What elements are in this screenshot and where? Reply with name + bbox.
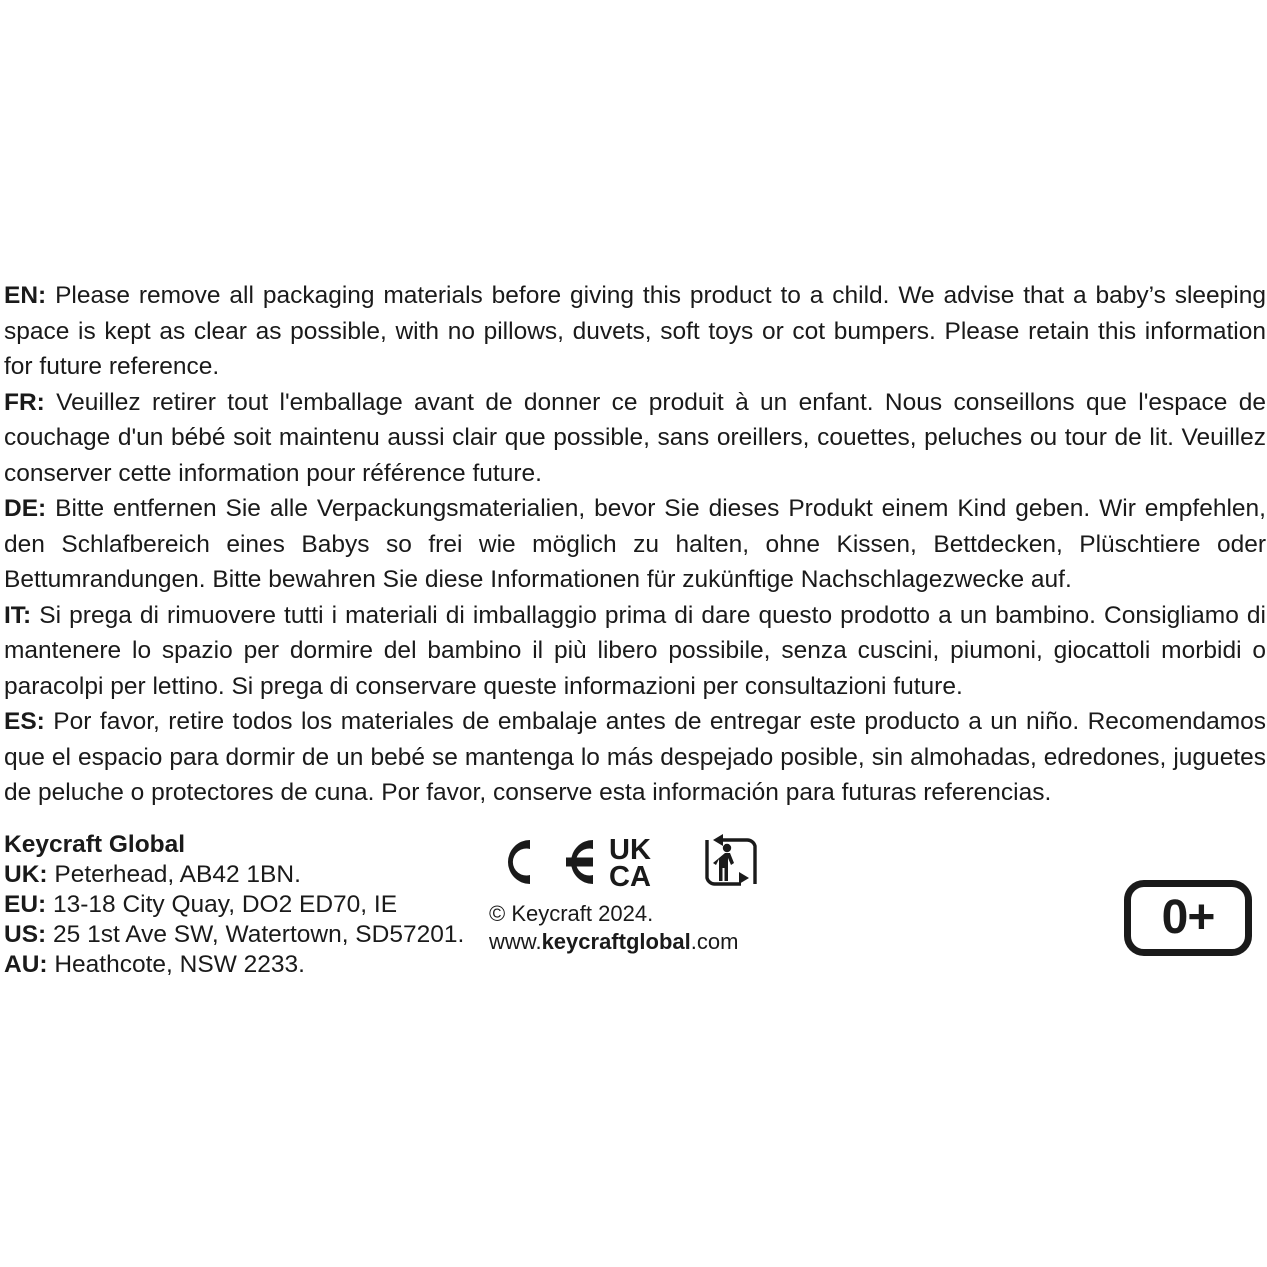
website-prefix: www. [489, 929, 542, 954]
compliance-marks [489, 834, 789, 956]
svg-text:CA: CA [609, 861, 651, 890]
safety-notice-text-es: Por favor, retire todos los materiales de embalaje antes de entregar este producto a un niño. Recomendamos que el espacio para dormir de un bebé se mantenga lo más despejado posible, sin almohadas, edredones, juguetes de peluche o protectores de cuna. Por favor, conserve esta información para futuras referencias. [4, 708, 1266, 806]
marks-row [489, 834, 789, 890]
safety-notice-it [4, 598, 1266, 705]
age-rating-label: 0+ [1161, 891, 1215, 944]
language-code-fr: FR: [4, 388, 45, 416]
safety-notice-text-de: Bitte entfernen Sie alle Verpackungsmaterialien, bevor Sie dieses Produkt einem Kind geben. Wir empfehlen, den Schlafbereich eines Babys so frei wie möglich zu halten, ohne Kissen, Bettdecken, Plüschtiere oder Bettumrandungen. Bitte bewahren Sie diese Informationen für zukünftige Nachschlagezwecke auf. [4, 495, 1266, 593]
safety-notice-fr [4, 385, 1266, 492]
address-label-eu: EU: [4, 891, 47, 918]
ce-mark-icon [489, 834, 599, 890]
language-code-es: ES: [4, 708, 45, 735]
safety-notices [4, 278, 1266, 811]
address-value-us: 25 1st Ave SW, Watertown, SD57201. [46, 921, 465, 948]
website-suffix: .com [690, 929, 739, 954]
tidyman-icon [701, 834, 761, 890]
address-uk [4, 860, 464, 890]
footer [4, 830, 1266, 1000]
copyright-text: © Keycraft 2024. [489, 901, 654, 926]
address-us [4, 920, 464, 950]
address-label-uk: UK: [4, 861, 48, 888]
ukca-mark-icon [609, 834, 687, 890]
safety-notice-text-fr: Veuillez retirer tout l'emballage avant de donner ce produit à un enfant. Nous conseillons que l'espace de couchage d'un bébé soit maintenu aussi clair que possible, sans oreillers, couettes, peluches ou tour de lit. Veuillez conserver cette information pour référence future. [4, 388, 1266, 487]
address-label-us: US: [4, 921, 47, 948]
company-addresses [4, 830, 464, 980]
language-code-de: DE: [4, 495, 47, 522]
address-value-eu: 13-18 City Quay, DO2 ED70, IE [46, 891, 398, 918]
address-value-au: Heathcote, NSW 2233. [47, 951, 305, 978]
website-url [489, 928, 789, 956]
company-name: Keycraft Global [4, 831, 186, 858]
address-eu [4, 890, 464, 920]
language-code-en: EN: [4, 282, 47, 309]
safety-notice-es [4, 704, 1266, 811]
address-au [4, 950, 464, 980]
safety-notice-text-it: Si prega di rimuovere tutti i materiali di imballaggio prima di dare questo prodotto a un bambino. Consigliamo di mantenere lo spazio per dormire del bambino il più libero possibile, senza cuscini, piumoni, giocattoli morbidi o paracolpi per lettino. Si prega di conservare queste informazioni per consultazioni future. [4, 601, 1266, 700]
address-value-uk: Peterhead, AB42 1BN. [47, 861, 301, 888]
safety-notice-de [4, 491, 1266, 598]
address-label-au: AU: [4, 951, 48, 978]
website-domain: keycraftglobal [541, 929, 691, 954]
language-code-it: IT: [4, 601, 32, 629]
safety-notice-text-en: Please remove all packaging materials before giving this product to a child. We advise that a baby’s sleeping space is kept as clear as possible, with no pillows, duvets, soft toys or cot bumpers. Please retain this information for future reference. [4, 282, 1266, 380]
safety-notice-en [4, 278, 1266, 385]
age-rating-badge [1124, 880, 1252, 956]
svg-text:UK: UK [609, 834, 651, 866]
